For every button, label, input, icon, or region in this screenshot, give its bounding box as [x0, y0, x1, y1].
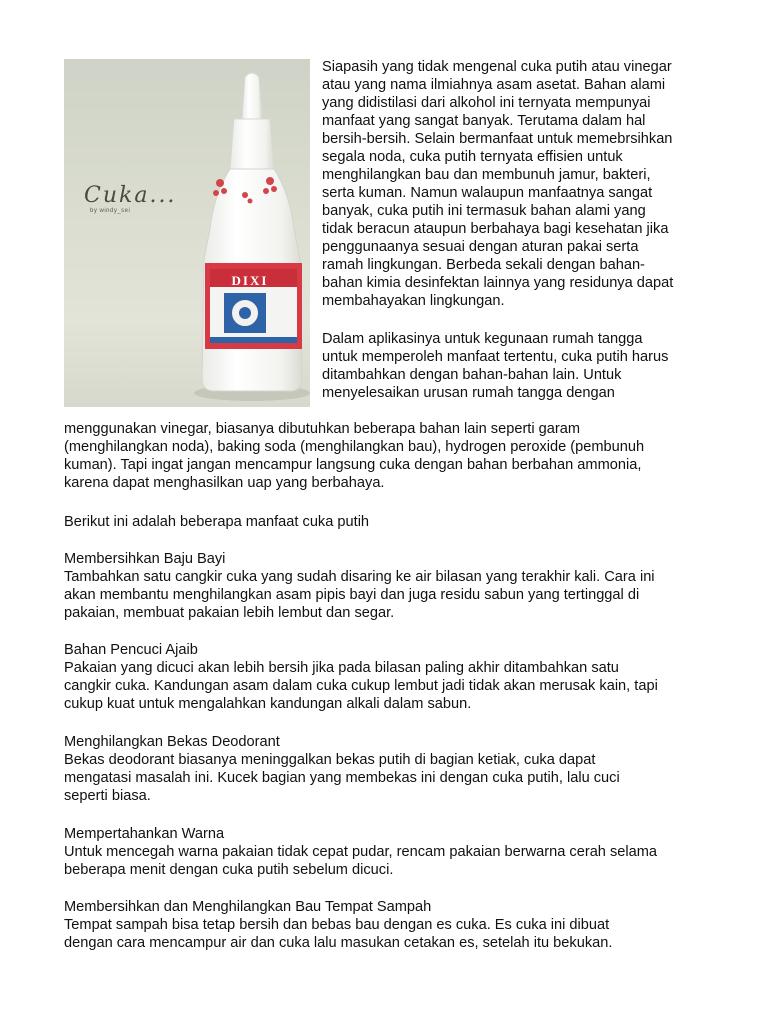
text-line: serta kuman. Namun walaupun manfaatnya sangat: [322, 185, 653, 201]
text-line: Untuk mencegah warna pakaian tidak cepat pudar, rencam pakaian berwarna cerah selama: [64, 844, 658, 860]
section-heading: Membersihkan dan Menghilangkan Bau Tempat Sampah: [64, 899, 432, 915]
text-line: ramah lingkungan. Berbeda sekali dengan bahan-: [322, 257, 645, 273]
text-line: menghilangkan bau dan membunuh jamur, bakteri,: [322, 167, 651, 183]
text-line: beberapa menit dengan cuka putih sebelum dicuci.: [64, 862, 394, 878]
text-line: (menghilangkan noda), baking soda (menghilangkan bau), hydrogen peroxide (pembunuh: [64, 439, 645, 455]
bottle-illustration: [64, 59, 310, 407]
photo-credit: by windy_sei: [90, 208, 131, 214]
text-line: tidak beracun ataupun berbahaya bagi kesehatan jika: [322, 221, 669, 237]
text-line: atau yang nama ilmiahnya asam asetat. Bahan alami: [322, 77, 666, 93]
text-line: ditambahkan dengan bahan-bahan lain. Untuk: [322, 367, 622, 383]
text-line: karena dapat menghasilkan uap yang berbahaya.: [64, 475, 385, 491]
section-heading: Bahan Pencuci Ajaib: [64, 642, 198, 658]
text-line: Tambahkan satu cangkir cuka yang sudah disaring ke air bilasan yang terakhir kali. Cara ini: [64, 569, 655, 585]
text-line: seperti biasa.: [64, 788, 151, 804]
text-line: bahan kimia desinfektan lainnya yang residunya dapat: [322, 275, 674, 291]
text-line: Pakaian yang dicuci akan lebih bersih jika pada bilasan paling akhir ditambahkan satu: [64, 660, 619, 676]
vinegar-bottle-photo: [64, 59, 310, 407]
bottle-brand-label: DIXI: [231, 273, 269, 288]
text-line: membahayakan lingkungan.: [322, 293, 505, 309]
text-line: akan membantu menghilangkan asam pipis bayi dan juga residu sabun yang tertinggal di: [64, 587, 640, 603]
text-line: Bekas deodorant biasanya meninggalkan bekas putih di bagian ketiak, cuka dapat: [64, 752, 596, 768]
text-line: menggunakan vinegar, biasanya dibutuhkan beberapa bahan lain seperti garam: [64, 421, 581, 437]
photo-caption: Cuka...: [84, 183, 177, 208]
list-intro: Berikut ini adalah beberapa manfaat cuka putih: [64, 514, 370, 530]
text-line: Tempat sampah bisa tetap bersih dan bebas bau dengan es cuka. Es cuka ini dibuat: [64, 917, 610, 933]
text-line: cangkir cuka. Kandungan asam dalam cuka cukup lembut jadi tidak akan merusak kain, tapi: [64, 678, 658, 694]
text-line: kuman). Tapi ingat jangan mencampur langsung cuka dengan bahan berbahan ammonia,: [64, 457, 642, 473]
text-line: Dalam aplikasinya untuk kegunaan rumah tangga: [322, 331, 643, 347]
text-line: pakaian, membuat pakaian lebih lembut dan segar.: [64, 605, 395, 621]
text-line: dengan cara mencampur air dan cuka lalu masukan cetakan es, setelah itu bekukan.: [64, 935, 613, 951]
text-line: banyak, cuka putih ini termasuk bahan alami yang: [322, 203, 646, 219]
text-line: yang didistilasi dari alkohol ini ternyata mempunyai: [322, 95, 651, 111]
text-line: bersih-bersih. Selain bermanfaat untuk memebrsihkan: [322, 131, 673, 147]
text-line: mengatasi masalah ini. Kucek bagian yang membekas ini dengan cuka putih, lalu cuci: [64, 770, 620, 786]
text-line: segala noda, cuka putih ternyata effisien untuk: [322, 149, 623, 165]
text-line: untuk memperoleh manfaat tertentu, cuka putih harus: [322, 349, 669, 365]
text-line: penggunaanya sesuai dengan aturan pakai serta: [322, 239, 639, 255]
section-heading: Membersihkan Baju Bayi: [64, 551, 226, 567]
section-heading: Menghilangkan Bekas Deodorant: [64, 734, 280, 750]
text-line: Siapasih yang tidak mengenal cuka putih atau vinegar: [322, 59, 672, 75]
text-line: menyelesaikan urusan rumah tangga dengan: [322, 385, 615, 401]
section-heading: Mempertahankan Warna: [64, 826, 225, 842]
text-line: cukup kuat untuk mengalahkan kandungan alkali dalam sabun.: [64, 696, 472, 712]
text-line: manfaat yang sangat banyak. Terutama dalam hal: [322, 113, 646, 129]
